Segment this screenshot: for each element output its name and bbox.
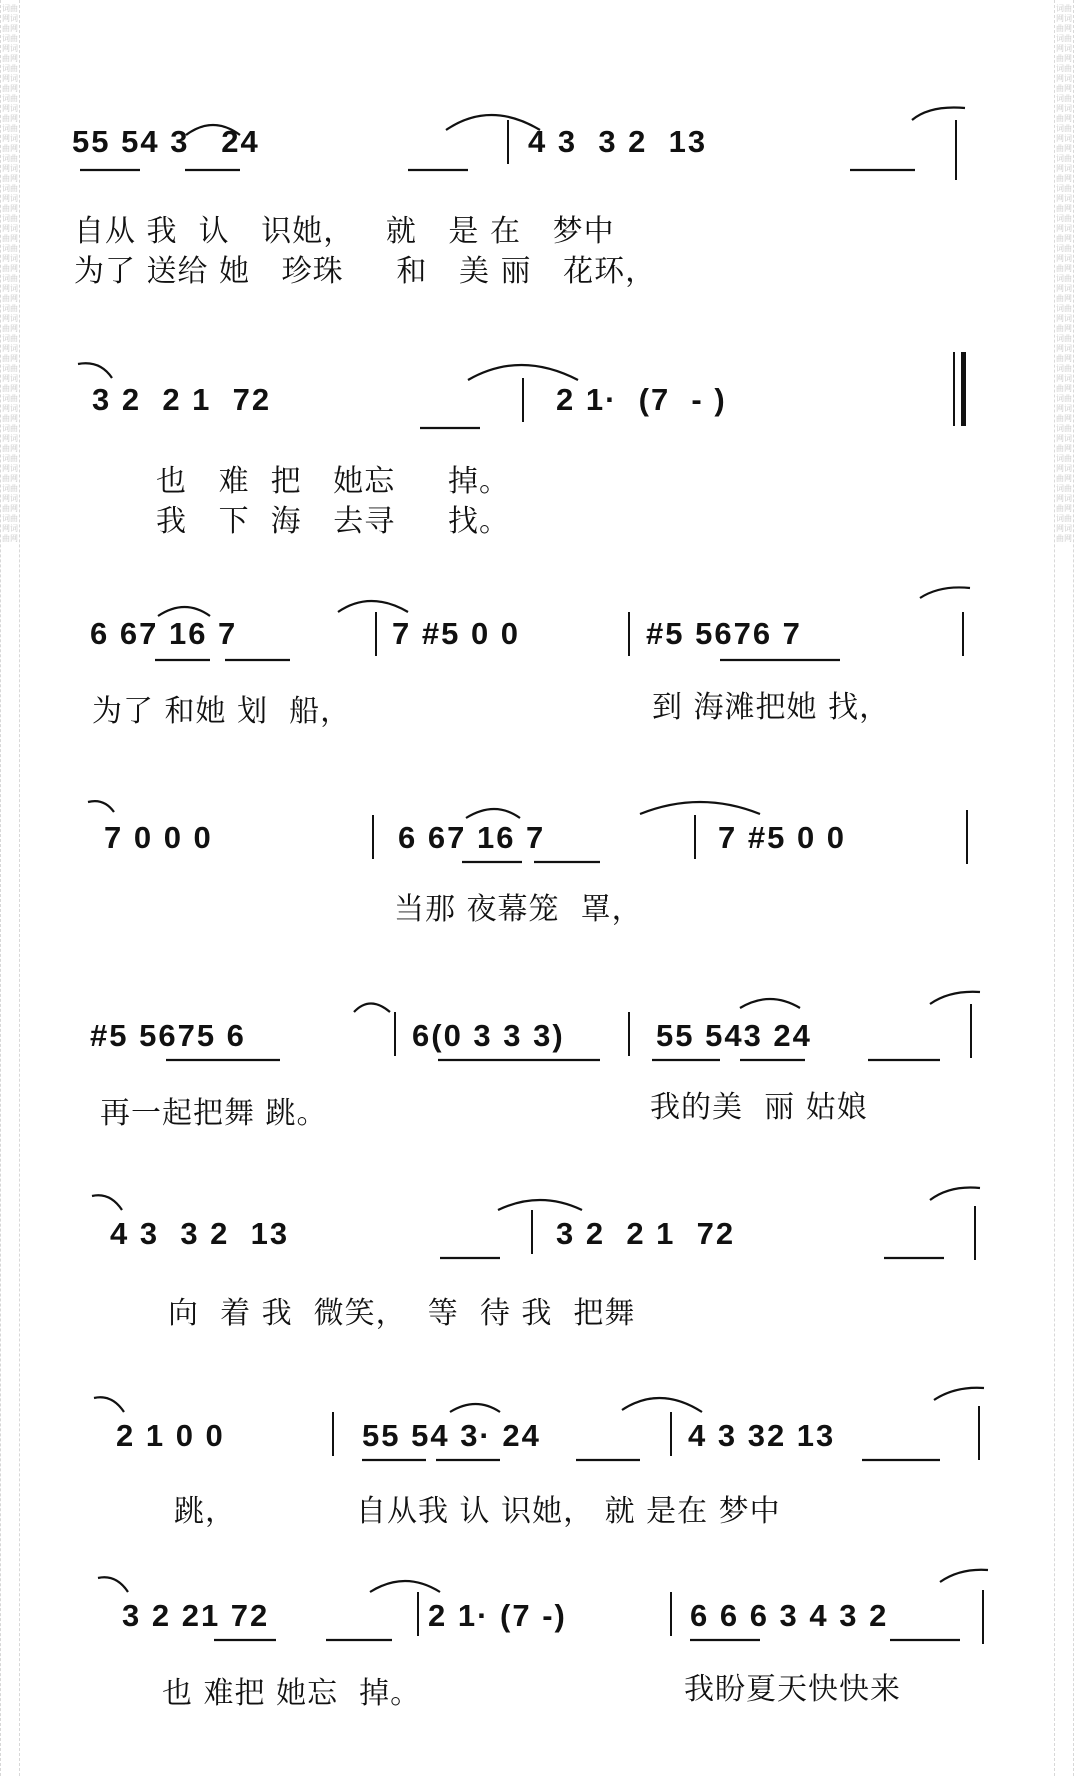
slur — [940, 1570, 988, 1582]
lyric-line: 为了 送给 她 珍珠 和 美 丽 花环， — [74, 254, 657, 289]
slur — [98, 1577, 128, 1592]
slur — [466, 809, 520, 818]
notes-measure: 2 1· (7 -) — [428, 1598, 567, 1633]
barline — [966, 810, 968, 864]
notes-measure: 2 1· (7 - ) — [556, 382, 727, 417]
slur — [78, 363, 112, 378]
slur — [920, 587, 970, 598]
lyric-line: 我盼夏天快快来 — [684, 1672, 901, 1707]
barline — [531, 1210, 533, 1254]
notes-measure: 2 1 0 0 — [116, 1418, 225, 1453]
notes-measure: 4 3 3 2 13 — [528, 124, 708, 159]
lyric-line: 我 下 海 去寻 找。 — [156, 504, 510, 539]
lyric-line: 当那 夜幕笼 罩， — [394, 892, 643, 927]
notes-measure: 4 3 3 2 13 — [110, 1216, 290, 1251]
slur — [370, 1581, 440, 1592]
barline — [974, 1206, 976, 1260]
lyric-line: 也 难 把 她忘 掉。 — [156, 464, 510, 499]
barline — [375, 612, 377, 656]
slur — [92, 1195, 122, 1210]
notes-measure: 3 2 2 1 72 — [556, 1216, 736, 1251]
barline — [955, 120, 957, 180]
notes-measure: 6 67 16 7 — [90, 616, 238, 651]
slur — [450, 1404, 500, 1412]
notes-measure: 4 3 32 13 — [688, 1418, 836, 1453]
barline — [417, 1592, 419, 1636]
slur — [912, 108, 965, 121]
slur — [640, 802, 760, 814]
notes-measure: 55 543 24 — [656, 1018, 812, 1053]
barline — [507, 120, 509, 164]
notes-measure: 7 0 0 0 — [104, 820, 213, 855]
notes-measure: 3 2 2 1 72 — [92, 382, 272, 417]
barline — [694, 815, 696, 859]
slur — [740, 999, 800, 1008]
lyric-line: 到 海滩把她 找， — [652, 690, 891, 725]
lyric-line: 为了 和她 划 船， — [92, 694, 352, 729]
lyric-line: 向 着 我 微笑， 等 待 我 把舞 — [168, 1296, 636, 1331]
barline — [962, 612, 964, 656]
barline — [970, 1004, 972, 1058]
notes-measure: 6(0 3 3 3) — [412, 1018, 565, 1053]
lyric-line: 再一起把舞 跳。 — [100, 1096, 328, 1131]
notes-measure: 7 #5 0 0 — [392, 616, 521, 651]
barline — [978, 1406, 980, 1460]
slur — [930, 1188, 980, 1201]
notes-measure: #5 5676 7 — [646, 616, 802, 651]
notes-measure: #5 5675 6 — [90, 1018, 246, 1053]
barline — [628, 612, 630, 656]
barline — [982, 1590, 984, 1644]
barline — [670, 1592, 672, 1636]
right-margin-watermark: 词曲网词曲网词曲网词曲网词曲网词曲网词曲网词曲网词曲网词曲网词曲网词曲网词曲网词曲网词曲网词曲网词曲网词曲网词曲网词曲网词曲网词曲网词曲网词曲网词曲网词曲网词曲网词曲网词曲网词曲网词曲网词曲网词曲网词曲网词曲网词曲网 — [1054, 0, 1074, 1776]
barline — [332, 1412, 334, 1456]
slur — [622, 1398, 702, 1412]
notes-measure: 55 54 3· 24 — [362, 1418, 541, 1453]
lyric-line: 也 难把 她忘 掉。 — [162, 1676, 422, 1711]
slur — [88, 801, 114, 812]
slur — [498, 1200, 582, 1210]
lyric-line: 跳， — [174, 1494, 236, 1529]
lyric-line: 我的美 丽 姑娘 — [650, 1090, 868, 1125]
lyric-line: 自从 我 认 识她， 就 是 在 梦中 — [74, 214, 615, 249]
notes-measure: 6 6 6 3 4 3 2 — [690, 1598, 889, 1633]
left-margin-watermark: 词曲网词曲网词曲网词曲网词曲网词曲网词曲网词曲网词曲网词曲网词曲网词曲网词曲网词曲网词曲网词曲网词曲网词曲网词曲网词曲网词曲网词曲网词曲网词曲网词曲网词曲网词曲网词曲网词曲网词曲网词曲网词曲网词曲网词曲网词曲网词曲网 — [0, 0, 20, 1776]
barline — [394, 1012, 396, 1056]
slur — [158, 607, 210, 616]
notes-measure: 7 #5 0 0 — [718, 820, 847, 855]
notes-measure: 6 67 16 7 — [398, 820, 546, 855]
slur — [934, 1388, 984, 1400]
notes-measure: 55 54 3 24 — [72, 124, 260, 159]
repeat-barline-thick — [961, 352, 966, 426]
slur — [354, 1004, 390, 1013]
barline — [628, 1012, 630, 1056]
barline — [670, 1412, 672, 1456]
slur — [94, 1397, 124, 1412]
notes-measure: 3 2 21 72 — [122, 1598, 270, 1633]
barline — [372, 815, 374, 859]
slur — [338, 601, 408, 612]
lyric-line: 自从我 认 识她， 就 是在 梦中 — [356, 1494, 781, 1529]
repeat-barline — [953, 352, 955, 426]
barline — [522, 378, 524, 422]
slur — [930, 992, 980, 1004]
slur — [446, 115, 540, 130]
